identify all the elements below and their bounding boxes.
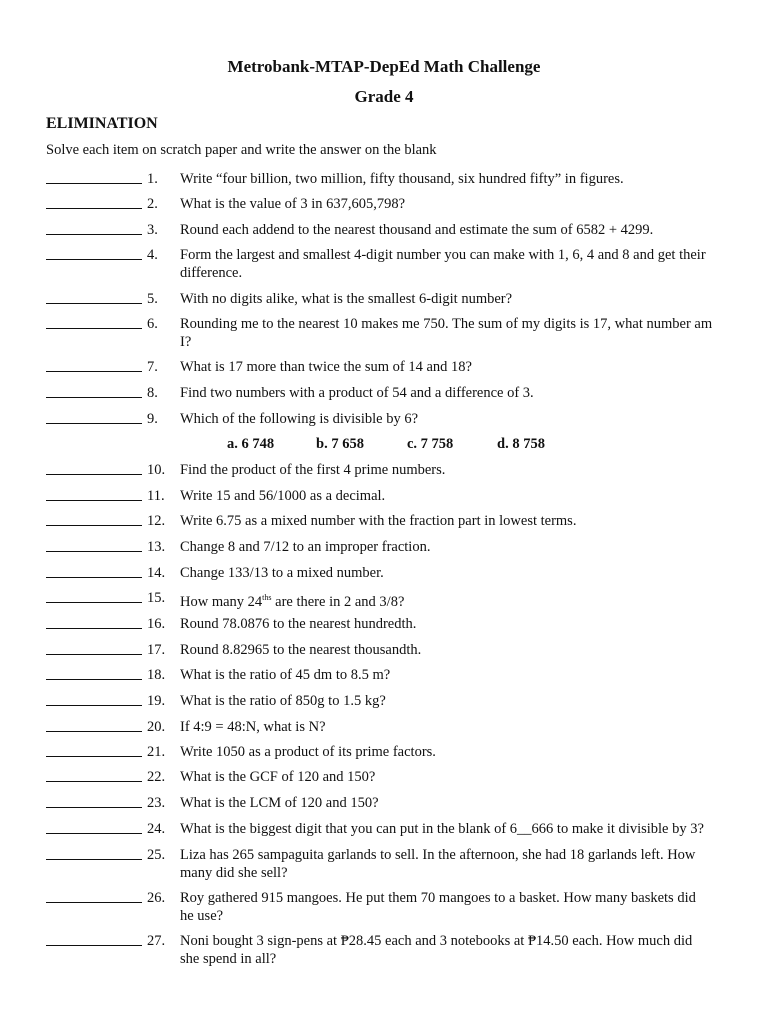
question-item <box>46 358 726 376</box>
question-item <box>46 615 726 633</box>
question-text-continued: many did she sell? <box>180 865 288 881</box>
answer-blank[interactable] <box>46 743 142 757</box>
question-text: Write “four billion, two million, fifty thousand, six hundred fifty” in figures. <box>180 171 624 187</box>
answer-blank[interactable] <box>46 846 142 860</box>
question-text: Find two numbers with a product of 54 and a difference of 3. <box>180 385 534 401</box>
question-item <box>46 170 726 188</box>
question-number: 18. <box>147 667 166 683</box>
answer-blank[interactable] <box>46 641 142 655</box>
question-text: Roy gathered 915 mangoes. He put them 70 mangoes to a basket. How many baskets did <box>180 890 696 906</box>
question-item <box>46 768 726 786</box>
question-item <box>46 538 726 556</box>
choice-c: c. 7 758 <box>407 436 454 452</box>
question-number: 19. <box>147 693 166 709</box>
question-item <box>46 641 726 659</box>
question-text: Round 8.82965 to the nearest thousandth. <box>180 642 422 658</box>
answer-blank[interactable] <box>46 889 142 903</box>
question-number: 10. <box>147 462 166 478</box>
question-item <box>46 692 726 710</box>
question-text-end: are there in 2 and 3/8? <box>271 594 405 610</box>
question-item <box>46 718 726 736</box>
question-text: Round each addend to the nearest thousand and estimate the sum of 6582 + 4299. <box>180 222 654 238</box>
question-number: 15. <box>147 590 166 606</box>
answer-blank[interactable] <box>46 538 142 552</box>
question-text-continued: he use? <box>180 908 224 924</box>
question-text: Change 133/13 to a mixed number. <box>180 565 384 581</box>
answer-blank[interactable] <box>46 221 142 235</box>
question-text: Find the product of the first 4 prime numbers. <box>180 462 446 478</box>
question-number: 26. <box>147 890 166 906</box>
question-item <box>46 290 726 308</box>
question-number: 2. <box>147 196 158 212</box>
answer-blank[interactable] <box>46 512 142 526</box>
question-item <box>46 846 726 882</box>
question-number: 16. <box>147 616 166 632</box>
question-text: Form the largest and smallest 4-digit number you can make with 1, 6, 4 and 8 and get their <box>180 247 706 263</box>
worksheet-title: Metrobank-MTAP-DepEd Math Challenge <box>227 57 541 76</box>
question-text: Round 78.0876 to the nearest hundredth. <box>180 616 417 632</box>
answer-blank[interactable] <box>46 564 142 578</box>
answer-blank[interactable] <box>46 692 142 706</box>
question-number: 24. <box>147 821 166 837</box>
answer-blank[interactable] <box>46 195 142 209</box>
question-number: 4. <box>147 247 158 263</box>
question-text: What is the value of 3 in 637,605,798? <box>180 196 406 212</box>
question-text: Write 15 and 56/1000 as a decimal. <box>180 488 386 504</box>
answer-blank[interactable] <box>46 718 142 732</box>
question-item <box>46 410 726 428</box>
answer-blank[interactable] <box>46 666 142 680</box>
section-heading: ELIMINATION <box>46 115 158 132</box>
answer-blank[interactable] <box>46 932 142 946</box>
question-number: 7. <box>147 359 158 375</box>
question-text: If 4:9 = 48:N, what is N? <box>180 719 326 735</box>
question-number: 1. <box>147 171 158 187</box>
question-text <box>180 589 726 611</box>
answer-blank[interactable] <box>46 410 142 424</box>
question-number: 3. <box>147 222 158 238</box>
question-number: 13. <box>147 539 166 555</box>
answer-blank[interactable] <box>46 615 142 629</box>
ordinal-superscript: ths <box>262 593 272 602</box>
question-item <box>46 889 726 925</box>
question-item <box>46 195 726 213</box>
answer-blank[interactable] <box>46 794 142 808</box>
answer-blank[interactable] <box>46 461 142 475</box>
instructions: Solve each item on scratch paper and write the answer on the blank <box>46 142 437 158</box>
choice-b: b. 7 658 <box>316 436 364 452</box>
question-text: Write 6.75 as a mixed number with the fraction part in lowest terms. <box>180 513 577 529</box>
answer-blank[interactable] <box>46 384 142 398</box>
question-item <box>46 221 726 239</box>
question-number: 11. <box>147 488 165 504</box>
question-number: 25. <box>147 847 166 863</box>
question-number: 27. <box>147 933 166 949</box>
question-number: 6. <box>147 316 158 332</box>
question-text: Noni bought 3 sign-pens at ₱28.45 each and 3 notebooks at ₱14.50 each. How much did <box>180 933 693 949</box>
question-text: Rounding me to the nearest 10 makes me 750. The sum of my digits is 17, what number am <box>180 316 713 332</box>
answer-blank[interactable] <box>46 246 142 260</box>
question-item <box>46 512 726 530</box>
question-text: Write 1050 as a product of its prime factors. <box>180 744 436 760</box>
answer-blank[interactable] <box>46 290 142 304</box>
question-text-continued: I? <box>180 334 192 350</box>
question-number: 5. <box>147 291 158 307</box>
question-text: What is the ratio of 850g to 1.5 kg? <box>180 693 386 709</box>
question-number: 21. <box>147 744 166 760</box>
question-text-start: How many 24 <box>180 594 263 610</box>
question-text: What is the LCM of 120 and 150? <box>180 795 379 811</box>
question-text-continued: she spend in all? <box>180 951 277 967</box>
question-number: 8. <box>147 385 158 401</box>
question-text: What is the biggest digit that you can put in the blank of 6__666 to make it divisible by 3? <box>180 821 704 837</box>
answer-blank[interactable] <box>46 820 142 834</box>
question-text: What is the ratio of 45 dm to 8.5 m? <box>180 667 391 683</box>
question-item <box>46 743 726 761</box>
answer-blank[interactable] <box>46 358 142 372</box>
question-number: 14. <box>147 565 166 581</box>
answer-blank[interactable] <box>46 315 142 329</box>
question-number: 9. <box>147 411 158 427</box>
question-item <box>46 384 726 402</box>
question-item <box>46 315 726 351</box>
question-text: Liza has 265 sampaguita garlands to sell. In the afternoon, she had 18 garlands left. How <box>180 847 696 863</box>
question-text: What is 17 more than twice the sum of 14 and 18? <box>180 359 472 375</box>
question-item <box>46 794 726 812</box>
question-text: Which of the following is divisible by 6? <box>180 411 419 427</box>
answer-blank[interactable] <box>46 589 142 603</box>
question-number: 17. <box>147 642 166 658</box>
answer-blank[interactable] <box>46 170 142 184</box>
question-item <box>46 564 726 582</box>
question-number: 20. <box>147 719 166 735</box>
question-number: 12. <box>147 513 166 529</box>
answer-blank[interactable] <box>46 768 142 782</box>
question-number: 22. <box>147 769 166 785</box>
question-item <box>46 666 726 684</box>
question-item <box>46 932 726 968</box>
question-item <box>46 820 726 838</box>
question-item <box>46 487 726 505</box>
question-text: What is the GCF of 120 and 150? <box>180 769 376 785</box>
choice-a: a. 6 748 <box>227 436 275 452</box>
grade-heading: Grade 4 <box>354 87 414 106</box>
question-text: Change 8 and 7/12 to an improper fraction. <box>180 539 431 555</box>
question-item <box>46 246 726 282</box>
question-text-continued: difference. <box>180 265 243 281</box>
answer-blank[interactable] <box>46 487 142 501</box>
question-item <box>46 589 726 611</box>
question-item <box>46 461 726 479</box>
question-number: 23. <box>147 795 166 811</box>
question-text: With no digits alike, what is the smallest 6-digit number? <box>180 291 513 307</box>
choice-d: d. 8 758 <box>497 436 545 452</box>
